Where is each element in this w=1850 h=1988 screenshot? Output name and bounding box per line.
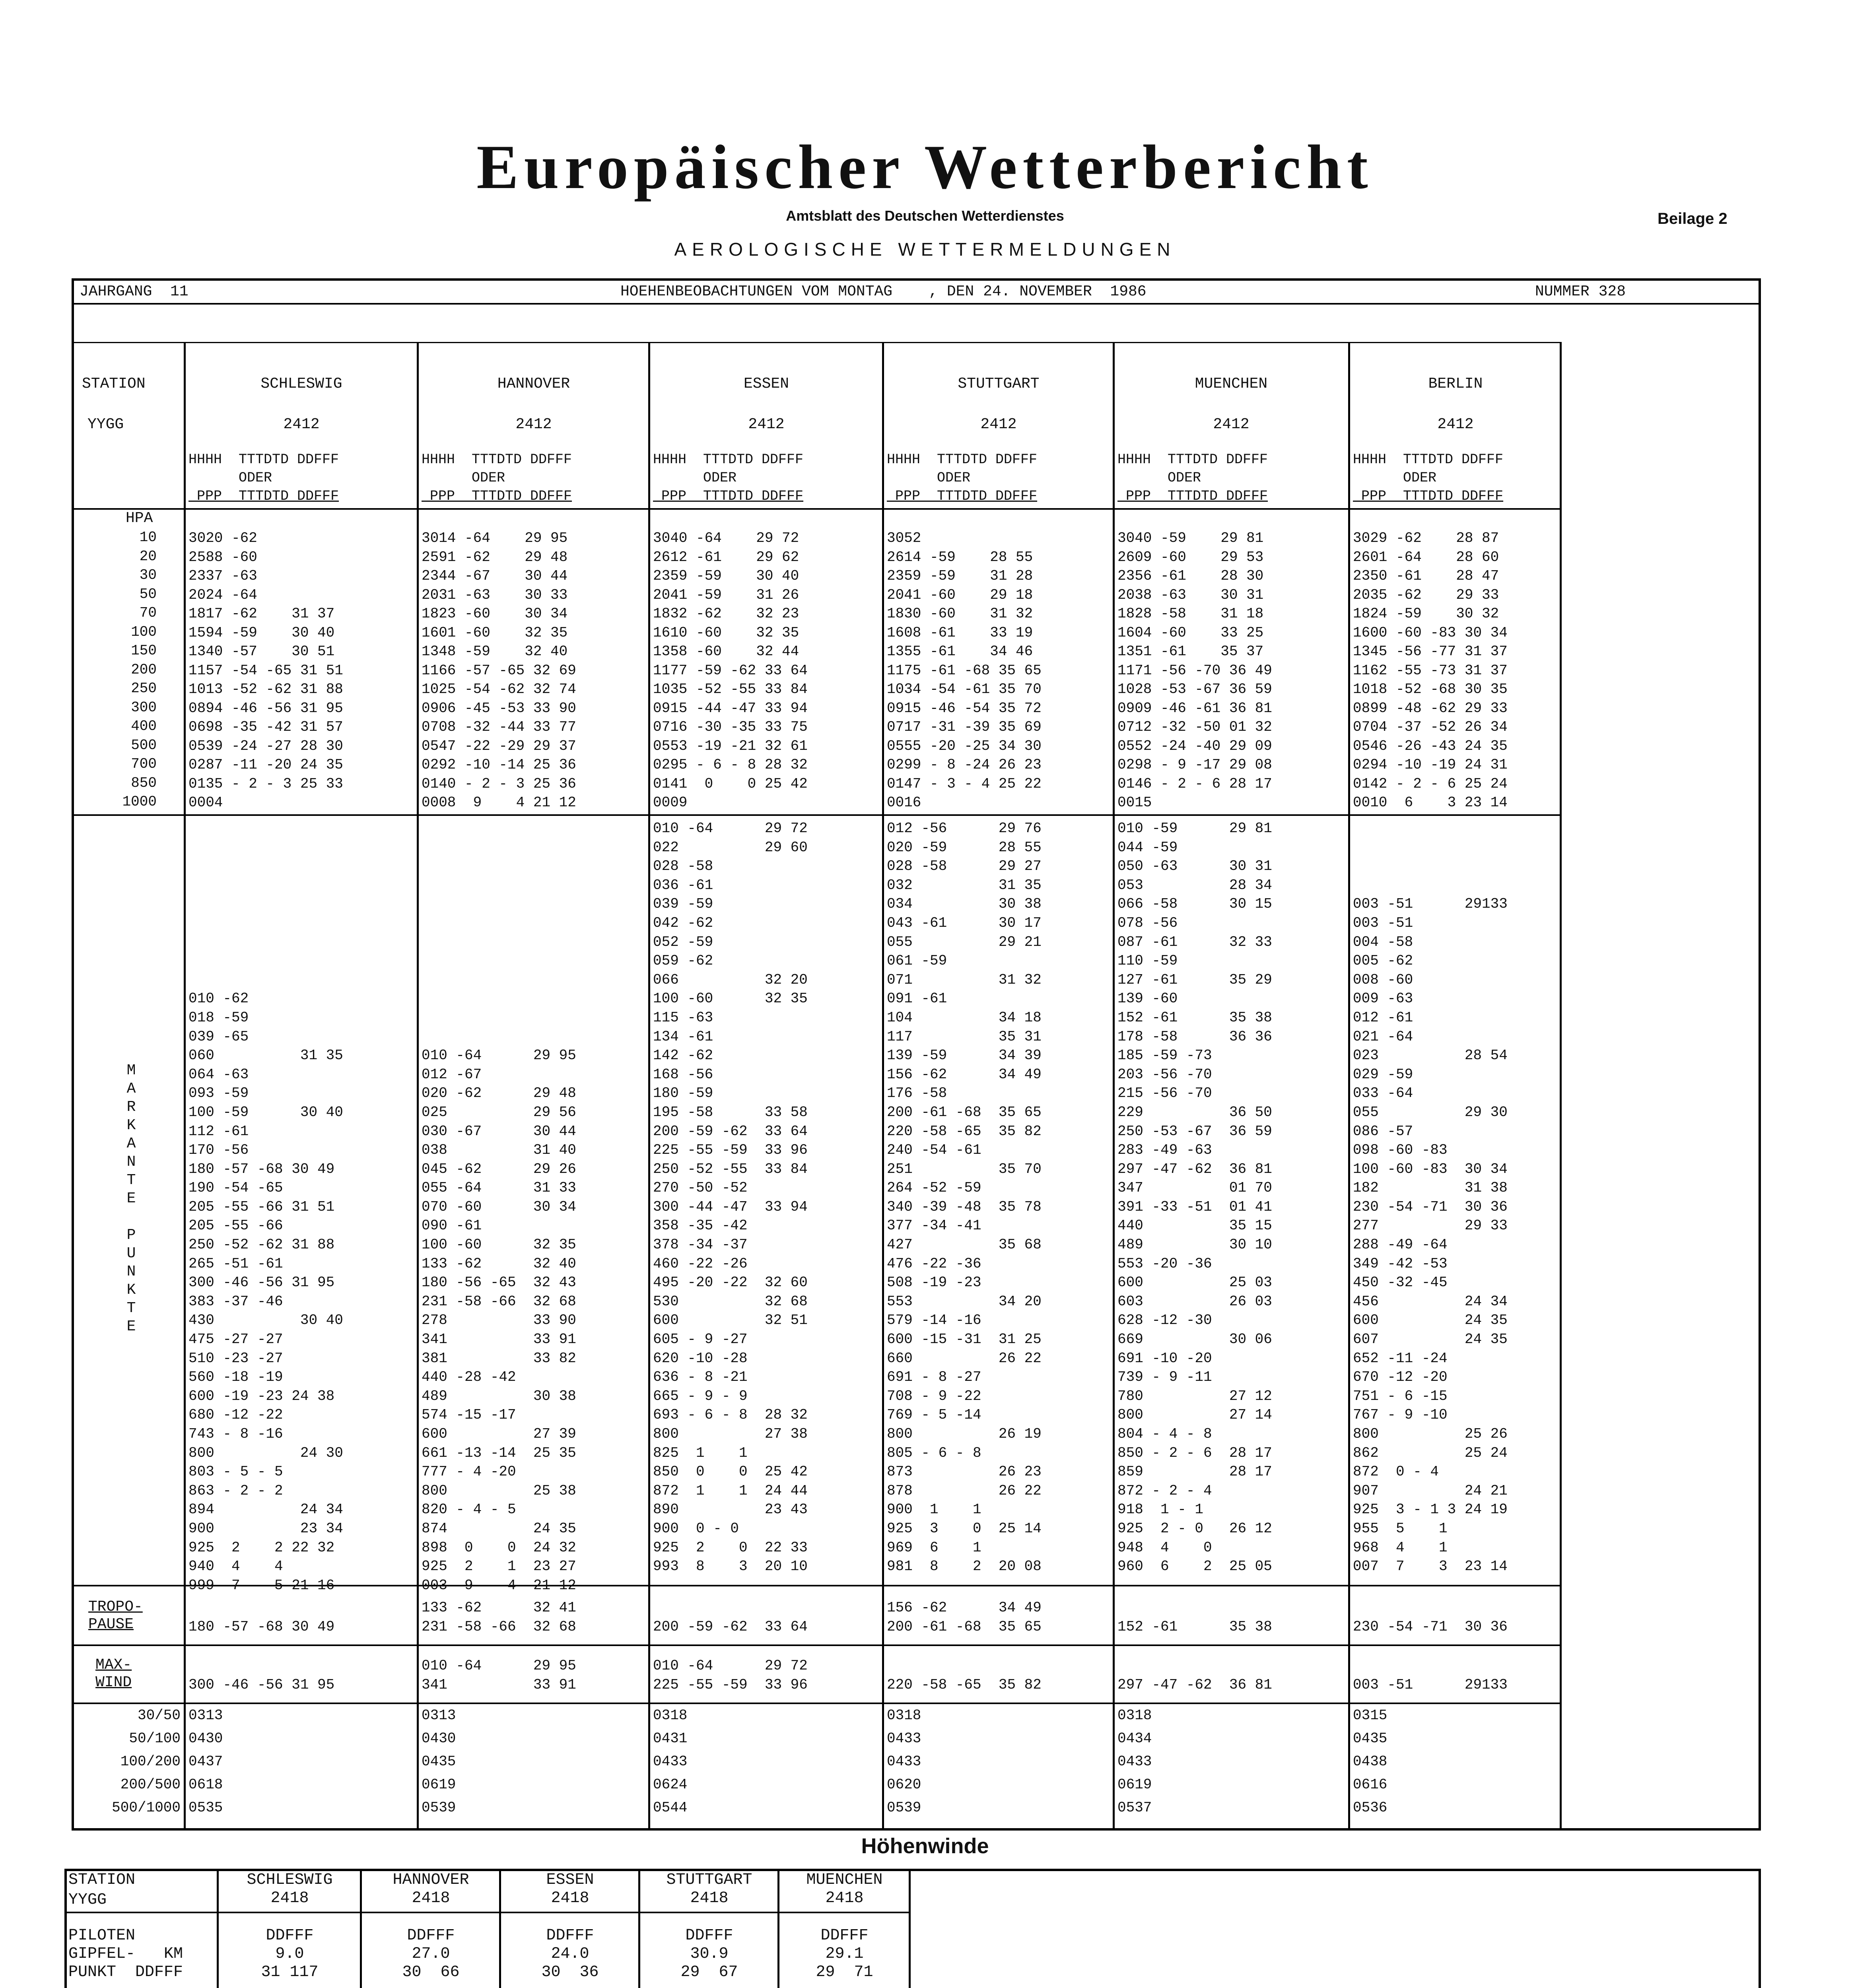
- markante-letter: K: [126, 1281, 136, 1299]
- hw-gipfelpunkt: DDFFF 24.0 30 36: [541, 1927, 599, 1981]
- hw-label-station: STATION: [68, 1871, 136, 1889]
- max-wind: 010 -64 29 95 341 33 91: [422, 1658, 576, 1693]
- station-time: 2412: [515, 416, 552, 433]
- max-wind: 220 -58 -65 35 82: [887, 1677, 1042, 1693]
- layer-labels: 30/50 50/100 100/200 200/500 500/1000: [112, 1707, 181, 1816]
- significant-levels: 012 -56 29 76 020 -59 28 55 028 -58 29 27 032 31 35 034 30 38 043 -61 30 17 055 29 21 061 -59 071 31 32 091 -61 104 34 18 117 35 31 139 -59 34 39 156 -62 34 49 176 -58 200 -61 -68 35 65 220 -58 -65 35 82 240 -54 -61 251 35 70 264 -52 -59 340 -39 -48 35 78 377 -34 -41 427 35 68 476 -22 -36 508 -19 -23 553 34 20 579 -14 -16 600 -15 -31 31 25 660 26 22 691 - 8 -27 708 - 9 -22 769 - 5 -14 800 26 19 805 - 6 - 8 873 26 23 878 26 22 900 1 1 925 3 0 25 14 969 6 1 981 8 2 20 08: [887, 820, 1042, 1575]
- markante-letter: [119, 1208, 143, 1226]
- max-wind: 297 -47 -62 36 81: [1117, 1677, 1272, 1693]
- station-name: BERLIN: [1428, 375, 1483, 392]
- label-tropopause: TROPO- PAUSE: [88, 1598, 143, 1633]
- column-header-line2: ODER: [188, 470, 272, 486]
- hw-gipfelpunkt: DDFFF 27.0 30 66: [402, 1927, 460, 1981]
- tropopause: 152 -61 35 38: [1117, 1619, 1272, 1635]
- hw-station-name: ESSEN: [546, 1871, 594, 1889]
- issue-number: NUMMER 328: [1535, 283, 1626, 300]
- hw-station-time: 2418: [412, 1889, 450, 1907]
- label-station: STATION: [82, 375, 146, 392]
- tropopause: 156 -62 34 49 200 -61 -68 35 65: [887, 1600, 1042, 1635]
- column-header-line1: HHHH TTTDTD DDFFF: [188, 452, 339, 468]
- markante-letter: K: [126, 1117, 136, 1134]
- max-wind: 003 -51 29133: [1353, 1677, 1508, 1693]
- label-maxwind: MAX- WIND: [95, 1656, 132, 1691]
- hpa-levels: 10 20 30 50 70 100 150 200 250 300 400 500 700 850 1000: [122, 529, 157, 810]
- column-header-line1: HHHH TTTDTD DDFFF: [1117, 452, 1268, 468]
- standard-levels: 3052 2614 -59 28 55 2359 -59 31 28 2041 -60 29 18 1830 -60 31 32 1608 -61 33 19 1355 -61 34 46 1175 -61 -68 35 65 1034 -54 -61 35 70 0915 -46 -54 35 72 0717 -31 -39 35 69 0555 -20 -25 34 30 0299 - 8 -24 26 23 0147 - 3 - 4 25 22 0016: [887, 530, 1042, 811]
- significant-levels: 010 -59 29 81 044 -59 050 -63 30 31 053 28 34 066 -58 30 15 078 -56 087 -61 32 33 110 -59 127 -61 35 29 139 -60 152 -61 35 38 178 -58 36 36 185 -59 -73 203 -56 -70 215 -56 -70 229 36 50 250 -53 -67 36 59 283 -49 -63 297 -47 -62 36 81 347 01 70 391 -33 -51 01 41 440 35 15 489 30 10 553 -20 -36 600 25 03 603 26 03 628 -12 -30 669 30 06 691 -10 -20 739 - 9 -11 780 27 12 800 27 14 804 - 4 - 8 850 - 2 - 6 28 17 859 28 17 872 - 2 - 4 918 1 - 1 925 2 - 0 26 12 948 4 0 960 6 2 25 05: [1117, 820, 1272, 1575]
- observation-date: HOEHENBEOBACHTUNGEN VOM MONTAG , DEN 24. NOVEMBER 1986: [620, 283, 1147, 300]
- column-header-line1: HHHH TTTDTD DDFFF: [422, 452, 572, 468]
- column-header-line1: HHHH TTTDTD DDFFF: [653, 452, 804, 468]
- tropopause: 180 -57 -68 30 49: [188, 1619, 335, 1635]
- standard-levels: 3040 -64 29 72 2612 -61 29 62 2359 -59 30 40 2041 -59 31 26 1832 -62 32 23 1610 -60 32 35 1358 -60 32 44 1177 -59 -62 33 64 1035 -52 -55 33 84 0915 -44 -47 33 94 0716 -30 -35 33 75 0553 -19 -21 32 61 0295 - 6 - 8 28 32 0141 0 0 25 42 0009: [653, 530, 808, 811]
- station-time: 2412: [980, 416, 1017, 433]
- hw-station-time: 2418: [825, 1889, 864, 1907]
- column-header-line2: ODER: [887, 470, 971, 486]
- hw-label-yygg: YYGG: [68, 1891, 107, 1909]
- markante-letter: E: [126, 1318, 136, 1335]
- column-header-line2: ODER: [653, 470, 737, 486]
- tropopause: 133 -62 32 41 231 -58 -66 32 68: [422, 1600, 576, 1635]
- markante-letter: P: [126, 1227, 136, 1244]
- standard-levels: 3040 -59 29 81 2609 -60 29 53 2356 -61 28 30 2038 -63 30 31 1828 -58 31 18 1604 -60 33 25 1351 -61 35 37 1171 -56 -70 36 49 1028 -53 -67 36 59 0909 -46 -61 36 81 0712 -32 -50 01 32 0552 -24 -40 29 09 0298 - 9 -17 29 08 0146 - 2 - 6 28 17 0015: [1117, 530, 1272, 811]
- station-time: 2412: [283, 416, 320, 433]
- standard-levels: 3029 -62 28 87 2601 -64 28 60 2350 -61 28 47 2035 -62 29 33 1824 -59 30 32 1600 -60 -83 30 34 1345 -56 -77 31 37 1162 -55 -73 31 37 1018 -52 -68 30 35 0899 -48 -62 29 33 0704 -37 -52 26 34 0546 -26 -43 24 35 0294 -10 -19 24 31 0142 - 2 - 6 25 24 0010 6 3 23 14: [1353, 530, 1508, 811]
- jahrgang-label: JAHRGANG 11: [80, 283, 188, 300]
- layer-thickness: 0313 0430 0437 0618 0535: [188, 1707, 223, 1816]
- column-header-line3: PPP TTTDTD DDFFF: [653, 488, 804, 504]
- layer-thickness: 0318 0433 0433 0620 0539: [887, 1707, 921, 1816]
- standard-levels: 3020 -62 2588 -60 2337 -63 2024 -64 1817 -62 31 37 1594 -59 30 40 1340 -57 30 51 1157 -54 -65 31 51 1013 -52 -62 31 88 0894 -46 -56 31 95 0698 -35 -42 31 57 0539 -24 -27 28 30 0287 -11 -20 24 35 0135 - 2 - 3 25 33 0004: [188, 530, 343, 811]
- label-hpa: HPA: [126, 510, 153, 527]
- markante-letter: T: [126, 1172, 136, 1189]
- beilage-label: Beilage 2: [1658, 210, 1728, 227]
- markante-letter: R: [126, 1099, 136, 1116]
- layer-thickness: 0318 0431 0433 0624 0544: [653, 1707, 688, 1816]
- markante-letter: N: [126, 1153, 136, 1171]
- column-header-line2: ODER: [1117, 470, 1201, 486]
- hw-station-name: SCHLESWIG: [247, 1871, 333, 1889]
- station-time: 2412: [748, 416, 785, 433]
- max-wind: 300 -46 -56 31 95: [188, 1677, 335, 1693]
- hoehenwinde-title: Höhenwinde: [861, 1834, 989, 1858]
- markante-letter: U: [126, 1245, 136, 1262]
- markante-letter: E: [126, 1190, 136, 1207]
- column-header-line1: HHHH TTTDTD DDFFF: [1353, 452, 1504, 468]
- significant-levels: 003 -51 29133 003 -51 004 -58 005 -62 008 -60 009 -63 012 -61 021 -64 023 28 54 029 -59 033 -64 055 29 30 086 -57 098 -60 -83 100 -60 -83 30 34 182 31 38 230 -54 -71 30 36 277 29 33 288 -49 -64 349 -42 -53 450 -32 -45 456 24 34 600 24 35 607 24 35 652 -11 -24 670 -12 -20 751 - 6 -15 767 - 9 -10 800 25 26 862 25 24 872 0 - 4 907 24 21 925 3 - 1 3 24 19 955 5 1 968 4 1 007 7 3 23 14: [1353, 896, 1508, 1575]
- station-name: HANNOVER: [497, 375, 570, 392]
- markante-letter: T: [126, 1300, 136, 1317]
- station-time: 2412: [1437, 416, 1474, 433]
- significant-levels: 010 -64 29 95 012 -67 020 -62 29 48 025 29 56 030 -67 30 44 038 31 40 045 -62 29 26 055 -64 31 33 070 -60 30 34 090 -61 100 -60 32 35 133 -62 32 40 180 -56 -65 32 43 231 -58 -66 32 68 278 33 90 341 33 91 381 33 82 440 -28 -42 489 30 38 574 -15 -17 600 27 39 661 -13 -14 25 35 777 - 4 -20 800 25 38 820 - 4 - 5 874 24 35 898 0 0 24 32 925 2 1 23 27 003 9 4 21 12: [422, 1047, 576, 1594]
- column-header-line3: PPP TTTDTD DDFFF: [1117, 488, 1268, 504]
- column-header-line3: PPP TTTDTD DDFFF: [422, 488, 572, 504]
- layer-thickness: 0318 0434 0433 0619 0537: [1117, 1707, 1152, 1816]
- hw-station-name: STUTTGART: [666, 1871, 752, 1889]
- column-header-line1: HHHH TTTDTD DDFFF: [887, 452, 1038, 468]
- hw-station-time: 2418: [690, 1889, 729, 1907]
- hw-station-time: 2418: [551, 1889, 589, 1907]
- hw-station-name: MUENCHEN: [806, 1871, 883, 1889]
- column-header-line2: ODER: [422, 470, 505, 486]
- markante-letter: A: [126, 1135, 136, 1152]
- section-title: AEROLOGISCHE WETTERMELDUNGEN: [674, 239, 1176, 260]
- hw-label-piloten: PILOTEN GIPFEL- KM PUNKT DDFFF: [68, 1927, 183, 1981]
- hw-gipfelpunkt: DDFFF 29.1 29 71: [816, 1927, 873, 1981]
- layer-thickness: 0313 0430 0435 0619 0539: [422, 1707, 456, 1816]
- hw-station-time: 2418: [270, 1889, 309, 1907]
- markante-punkte-label: [119, 1062, 143, 1336]
- markante-letter: M: [126, 1062, 136, 1079]
- significant-levels: 010 -62 018 -59 039 -65 060 31 35 064 -63 093 -59 100 -59 30 40 112 -61 170 -56 180 -57 -68 30 49 190 -54 -65 205 -55 -66 31 51 205 -55 -66 250 -52 -62 31 88 265 -51 -61 300 -46 -56 31 95 383 -37 -46 430 30 40 475 -27 -27 510 -23 -27 560 -18 -19 600 -19 -23 24 38 680 -12 -22 743 - 8 -16 800 24 30 803 - 5 - 5 863 - 2 - 2 894 24 34 900 23 34 925 2 2 22 32 940 4 4 999 7 5 21 16: [188, 990, 343, 1594]
- column-header-line3: PPP TTTDTD DDFFF: [887, 488, 1038, 504]
- tropopause: 200 -59 -62 33 64: [653, 1619, 808, 1635]
- label-yygg: YYGG: [87, 416, 124, 433]
- hw-station-name: HANNOVER: [393, 1871, 469, 1889]
- significant-levels: 010 -64 29 72 022 29 60 028 -58 036 -61 039 -59 042 -62 052 -59 059 -62 066 32 20 100 -60 32 35 115 -63 134 -61 142 -62 168 -56 180 -59 195 -58 33 58 200 -59 -62 33 64 225 -55 -59 33 96 250 -52 -55 33 84 270 -50 -52 300 -44 -47 33 94 358 -35 -42 378 -34 -37 460 -22 -26 495 -20 -22 32 60 530 32 68 600 32 51 605 - 9 -27 620 -10 -28 636 - 8 -21 665 - 9 - 9 693 - 6 - 8 28 32 800 27 38 825 1 1 850 0 0 25 42 872 1 1 24 44 890 23 43 900 0 - 0 925 2 0 22 33 993 8 3 20 10: [653, 820, 808, 1575]
- station-name: MUENCHEN: [1195, 375, 1268, 392]
- station-name: ESSEN: [743, 375, 789, 392]
- column-header-line2: ODER: [1353, 470, 1437, 486]
- station-name: STUTTGART: [958, 375, 1040, 392]
- hw-gipfelpunkt: DDFFF 30.9 29 67: [680, 1927, 738, 1981]
- station-name: SCHLESWIG: [260, 375, 342, 392]
- report-title: Europäischer Wetterbericht: [476, 132, 1374, 202]
- markante-letter: N: [126, 1263, 136, 1280]
- hw-gipfelpunkt: DDFFF 9.0 31 117: [261, 1927, 319, 1981]
- max-wind: 010 -64 29 72 225 -55 -59 33 96: [653, 1658, 808, 1693]
- report-subtitle: Amtsblatt des Deutschen Wetterdienstes: [786, 208, 1064, 224]
- tropopause: 230 -54 -71 30 36: [1353, 1619, 1508, 1635]
- column-header-line3: PPP TTTDTD DDFFF: [188, 488, 339, 504]
- markante-letter: A: [126, 1080, 136, 1097]
- station-time: 2412: [1213, 416, 1250, 433]
- column-header-line3: PPP TTTDTD DDFFF: [1353, 488, 1504, 504]
- standard-levels: 3014 -64 29 95 2591 -62 29 48 2344 -67 30 44 2031 -63 30 33 1823 -60 30 34 1601 -60 32 35 1348 -59 32 40 1166 -57 -65 32 69 1025 -54 -62 32 74 0906 -45 -53 33 90 0708 -32 -44 33 77 0547 -22 -29 29 37 0292 -10 -14 25 36 0140 - 2 - 3 25 36 0008 9 4 21 12: [422, 530, 576, 811]
- layer-thickness: 0315 0435 0438 0616 0536: [1353, 1707, 1388, 1816]
